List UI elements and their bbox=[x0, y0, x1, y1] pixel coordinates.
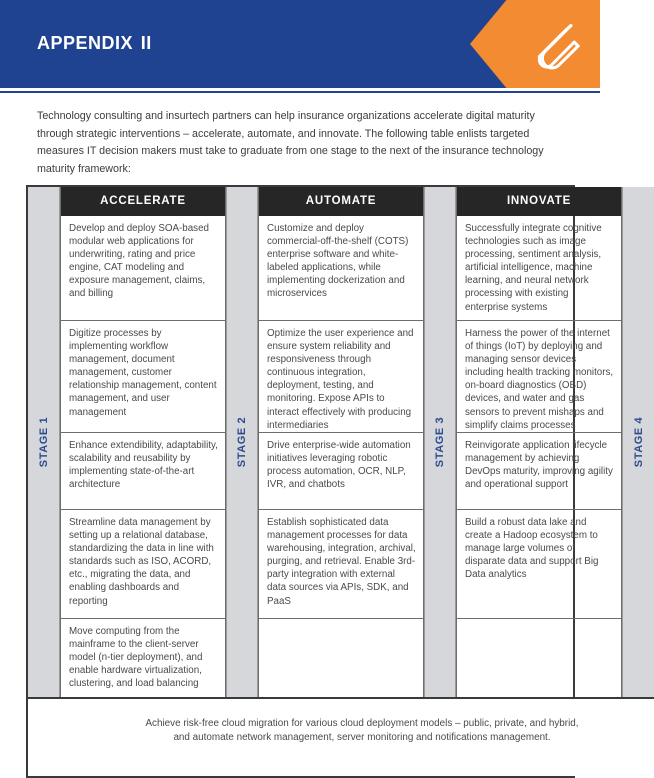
cell-accelerate-1: Develop and deploy SOA-based modular web applications for underwriting, rating and price engine, CAT modeling and exposure management, claims, and billing bbox=[69, 223, 209, 300]
stage-label-2: STAGE 2 bbox=[236, 416, 248, 468]
cell-innovate-2: Harness the power of the internet of things (IoT) by deploying and managing sensor devices including health tracking monitors, on-board diagnostics (OBD) devices, and water and gas sensors to prevent mishaps and simplify claims processes bbox=[457, 320, 621, 432]
cell-automate-5 bbox=[259, 618, 423, 697]
table-footer-row: Achieve risk-free cloud migration for various cloud deployment models – public, private, and hybrid, and automate network management, server monitoring and notifications management. bbox=[28, 697, 654, 776]
stage-rail-2 bbox=[226, 187, 258, 697]
page-header bbox=[0, 0, 600, 88]
cell-accelerate-5: Move computing from the mainframe to the client-server model (n-tier deployment), and enable hardware virtualization, clustering, and load balancing bbox=[61, 618, 225, 697]
stage-label-3: STAGE 3 bbox=[434, 416, 446, 468]
column-header-automate: AUTOMATE bbox=[259, 187, 423, 216]
stage-rail-1 bbox=[28, 187, 60, 697]
cell-innovate-3: Reinvigorate application lifecycle management by achieving DevOps maturity, improving agility and operational support bbox=[457, 432, 621, 509]
page-title: appendix ii bbox=[37, 25, 152, 55]
cell-automate-4: Establish sophisticated data management processes for data warehousing, integration, archival, purging, and retrieval. Enable 3rd-party integration with external data sources via APIs, SDK, and PaaS bbox=[259, 509, 423, 618]
column-automate bbox=[258, 187, 424, 697]
maturity-table bbox=[26, 185, 645, 778]
cell-innovate-5 bbox=[457, 618, 621, 697]
stage-rail-3 bbox=[424, 187, 456, 697]
paperclip-icon bbox=[520, 14, 582, 76]
cell-automate-3: Drive enterprise-wide automation initiatives leveraging robotic process automation, OCR, NLP, IVR, and chatbots bbox=[259, 432, 423, 509]
column-accelerate bbox=[60, 187, 226, 697]
cell-automate-2: Optimize the user experience and ensure system reliability and responsiveness through continuous integration, deployment, testing, and monitoring. Expose APIs to interact effectively with producing intermediaries bbox=[259, 320, 423, 432]
cell-innovate-4: Build a robust data lake and create a Hadoop ecosystem to manage large volumes of disparate data and support Big Data analytics bbox=[457, 509, 621, 618]
column-header-innovate: INNOVATE bbox=[457, 187, 621, 216]
column-innovate bbox=[456, 187, 622, 697]
cell-accelerate-2: Digitize processes by implementing workflow management, document management, customer relationship management, content management, and user management bbox=[61, 320, 225, 432]
cell-automate-1: Customize and deploy commercial-off-the-shelf (COTS) enterprise software and white-labeled applications, while implementing dockerization and microservices bbox=[267, 223, 409, 300]
cell-innovate-1: Successfully integrate cognitive technologies such as image processing, sentiment analysis, artificial intelligence, machine learning, and neural network processing with existing enterprise systems bbox=[465, 223, 602, 313]
column-header-accelerate: ACCELERATE bbox=[61, 187, 225, 216]
stage-label-4: STAGE 4 bbox=[632, 416, 645, 468]
header-rule-blue bbox=[0, 91, 600, 93]
cell-accelerate-3: Enhance extendibility, adaptability, scalability and reusability by implementing state-of-the-art architecture bbox=[61, 432, 225, 509]
cell-accelerate-4: Streamline data management by setting up a relational database, standardizing the data in line with standards such as ISO, ACORD, etc., migrating the data, and enabling dashboards and reporting bbox=[61, 509, 225, 618]
maturity-table-grid bbox=[26, 185, 645, 778]
stage-label-1: STAGE 1 bbox=[37, 416, 50, 468]
stage-rail-4 bbox=[622, 187, 654, 697]
intro-paragraph: Technology consulting and insurtech partners can help insurance organizations accelerate digital maturity through strategic interventions – accelerate, automate, and innovate. The following table enlists targeted measures IT decision makers must take to graduate from one stage to the next of the insurance technology maturity framework: bbox=[37, 110, 544, 175]
